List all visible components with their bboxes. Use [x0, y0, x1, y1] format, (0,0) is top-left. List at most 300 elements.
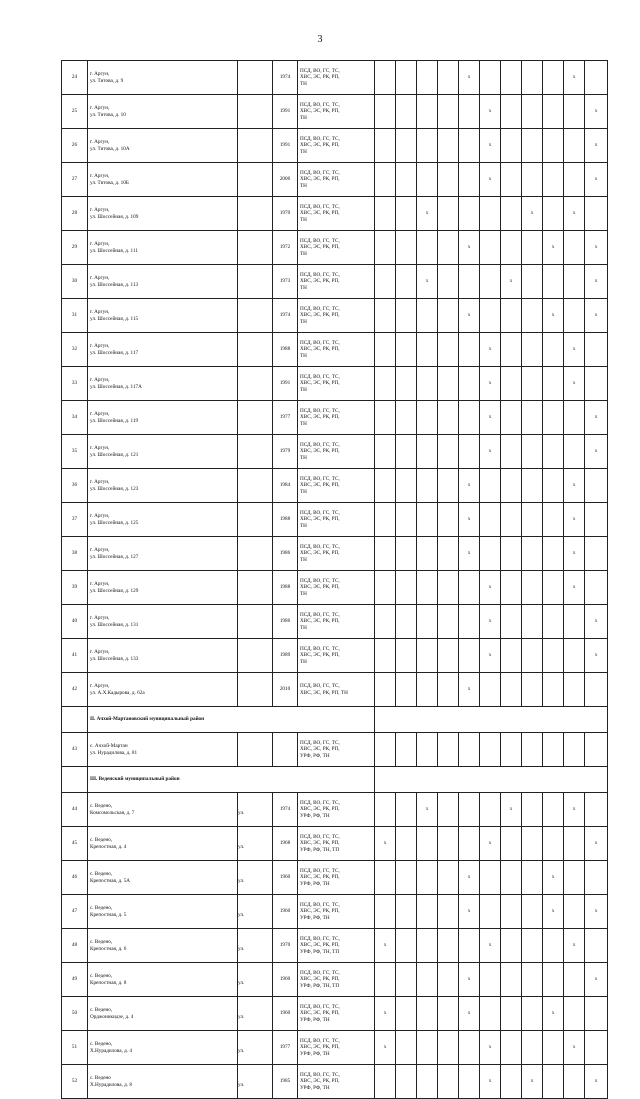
work-types-cell	[298, 861, 375, 895]
address-cell	[88, 503, 238, 537]
street-prefix	[238, 333, 273, 367]
work-types-line: ХВС, ЭС, РК, РП,	[300, 874, 340, 881]
row-number: 33	[62, 367, 88, 401]
mark-cell	[438, 673, 459, 707]
mark-cell	[417, 861, 438, 895]
address-street: Х.Нурадилова, д. 8	[90, 1081, 132, 1088]
mark-cell	[396, 401, 417, 435]
mark-cell	[438, 793, 459, 827]
mark-cell	[480, 503, 501, 537]
mark-cell	[480, 299, 501, 333]
street-prefix: ул.	[238, 963, 273, 997]
mark-cell	[396, 435, 417, 469]
mark-cell	[522, 333, 543, 367]
address-city: г. Аргун,	[90, 377, 110, 384]
address-cell	[88, 197, 238, 231]
table-body-vedeno	[62, 793, 608, 1099]
build-year: 1974	[273, 299, 298, 333]
row-number: 34	[62, 401, 88, 435]
street-prefix	[238, 503, 273, 537]
build-year: 1960	[273, 963, 298, 997]
address-cell	[88, 639, 238, 673]
build-year: 1970	[273, 929, 298, 963]
row-number: 39	[62, 571, 88, 605]
mark-cell	[417, 997, 438, 1031]
mark-cell	[375, 537, 396, 571]
section-num-cell	[62, 707, 88, 733]
mark-cell	[501, 895, 522, 929]
mark-cell	[438, 231, 459, 265]
table-row	[62, 401, 608, 435]
mark-cell: x	[459, 503, 480, 537]
build-year: 1986	[273, 605, 298, 639]
mark-cell: x	[480, 1031, 501, 1065]
mark-cell	[480, 861, 501, 895]
work-types-line: ПСД, ВО, ГС, ТС,	[300, 306, 340, 313]
mark-cell	[438, 827, 459, 861]
mark-cell	[480, 231, 501, 265]
table-row	[62, 367, 608, 401]
address-street: ул. Титова, д. 10Б	[90, 179, 129, 186]
table-row	[62, 997, 608, 1031]
table-row	[62, 673, 608, 707]
address-cell	[88, 861, 238, 895]
work-types-line: ПСД, ВО, ГС, ТС,	[300, 272, 340, 279]
mark-cell	[501, 997, 522, 1031]
work-types-line: ТН	[300, 148, 307, 155]
mark-cell	[459, 1031, 480, 1065]
address-cell	[88, 997, 238, 1031]
work-types-line: УРФ, РФ, ТН, ТП	[300, 846, 340, 853]
mark-cell	[396, 929, 417, 963]
mark-cell	[543, 827, 564, 861]
mark-cell: x	[375, 827, 396, 861]
mark-cell	[375, 605, 396, 639]
mark-cell	[375, 61, 396, 95]
mark-cell: x	[585, 129, 608, 163]
mark-cell	[417, 605, 438, 639]
mark-cell	[543, 929, 564, 963]
mark-cell	[480, 673, 501, 707]
mark-cell	[522, 1031, 543, 1065]
mark-cell	[375, 231, 396, 265]
mark-cell	[522, 571, 543, 605]
mark-cell	[564, 265, 585, 299]
mark-cell: x	[480, 1065, 501, 1099]
mark-cell	[522, 605, 543, 639]
mark-cell	[501, 929, 522, 963]
work-types-cell	[298, 793, 375, 827]
mark-cell	[522, 367, 543, 401]
mark-cell	[459, 197, 480, 231]
mark-cell	[417, 367, 438, 401]
mark-cell: x	[480, 333, 501, 367]
mark-cell	[459, 129, 480, 163]
mark-cell	[459, 793, 480, 827]
mark-cell	[417, 299, 438, 333]
mark-cell	[417, 929, 438, 963]
address-city: с. Ведено,	[90, 803, 113, 810]
section-row	[62, 767, 608, 793]
mark-cell	[438, 733, 459, 767]
street-prefix: ул.	[238, 997, 273, 1031]
address-city: г. Аргун,	[90, 105, 110, 112]
table-row	[62, 299, 608, 333]
mark-cell	[438, 929, 459, 963]
work-types-line: ХВС, ЭС, РК, РП,	[300, 210, 340, 217]
address-street: ул. Шоссейная, д. 117	[90, 349, 139, 356]
mark-cell	[396, 793, 417, 827]
mark-cell	[375, 639, 396, 673]
mark-cell	[417, 571, 438, 605]
row-number: 27	[62, 163, 88, 197]
street-prefix	[238, 231, 273, 265]
mark-cell	[417, 537, 438, 571]
mark-cell	[396, 1031, 417, 1065]
mark-cell	[459, 435, 480, 469]
mark-cell	[375, 861, 396, 895]
mark-cell	[501, 861, 522, 895]
mark-cell	[501, 963, 522, 997]
mark-cell	[501, 231, 522, 265]
mark-cell	[417, 469, 438, 503]
work-types-line: ТН	[300, 216, 307, 223]
work-types-line: ПСД, ВО, ГС, ТС,	[300, 374, 340, 381]
mark-cell	[438, 265, 459, 299]
housing-table	[61, 60, 608, 1099]
mark-cell	[459, 163, 480, 197]
mark-cell	[375, 469, 396, 503]
work-types-line: ПСД, ВО, ГС, ТС,	[300, 936, 340, 943]
work-types-line: УРФ, РФ, ТН	[300, 880, 330, 887]
work-types-cell	[298, 333, 375, 367]
address-cell	[88, 61, 238, 95]
mark-cell	[543, 963, 564, 997]
mark-cell: x	[585, 265, 608, 299]
mark-cell: x	[585, 299, 608, 333]
table-body-sections	[62, 707, 608, 733]
mark-cell	[438, 997, 459, 1031]
work-types-line: ТН	[300, 352, 307, 359]
address-street: ул. Нурадилова, д. 81	[90, 749, 138, 756]
work-types-line: ХВС, ЭС, РК, РП,	[300, 346, 340, 353]
mark-cell	[375, 963, 396, 997]
work-types-cell	[298, 733, 375, 767]
mark-cell	[438, 895, 459, 929]
mark-cell	[501, 605, 522, 639]
mark-cell: x	[480, 605, 501, 639]
work-types-line: ПСД, ВО, ГС, ТС,	[300, 1072, 340, 1079]
work-types-line: ХВС, ЭС, РК, РП, ТН	[300, 689, 348, 696]
mark-cell: x	[480, 435, 501, 469]
work-types-line: ХВС, ЭС, РК, РП,	[300, 1078, 340, 1085]
street-prefix	[238, 95, 273, 129]
address-street: Крепостная, д. 8	[90, 979, 127, 986]
work-types-line: ТН	[300, 386, 307, 393]
address-street: Крепостная, д. 4	[90, 843, 127, 850]
build-year: 1960	[273, 861, 298, 895]
address-street: ул. Шоссейная, д. 129	[90, 587, 139, 594]
mark-cell: x	[543, 997, 564, 1031]
mark-cell	[501, 367, 522, 401]
address-city: г. Аргун,	[90, 411, 110, 418]
address-street: ул. Шоссейная, д. 125	[90, 519, 139, 526]
street-prefix: ул.	[238, 929, 273, 963]
mark-cell	[396, 605, 417, 639]
address-street: Комсомольская, д. 7	[90, 809, 135, 816]
address-city: г. Аргун,	[90, 207, 110, 214]
mark-cell	[459, 1065, 480, 1099]
mark-cell	[585, 733, 608, 767]
mark-cell	[375, 503, 396, 537]
build-year: 1991	[273, 129, 298, 163]
mark-cell	[585, 673, 608, 707]
street-prefix: ул.	[238, 1031, 273, 1065]
work-types-line: ХВС, ЭС, РК, РП,	[300, 652, 340, 659]
mark-cell	[375, 571, 396, 605]
mark-cell	[543, 435, 564, 469]
address-cell	[88, 1065, 238, 1099]
mark-cell	[438, 401, 459, 435]
table-row	[62, 639, 608, 673]
mark-cell	[480, 537, 501, 571]
mark-cell	[522, 639, 543, 673]
row-number: 43	[62, 733, 88, 767]
address-street: ул. Шоссейная, д. 117А	[90, 383, 142, 390]
work-types-line: ТН	[300, 80, 307, 87]
mark-cell: x	[501, 793, 522, 827]
work-types-line: УРФ, РФ, ТН	[300, 1084, 330, 1091]
mark-cell	[585, 571, 608, 605]
street-prefix	[238, 605, 273, 639]
mark-cell	[396, 861, 417, 895]
work-types-cell	[298, 61, 375, 95]
mark-cell	[480, 265, 501, 299]
mark-cell	[396, 231, 417, 265]
mark-cell: x	[480, 367, 501, 401]
mark-cell	[396, 733, 417, 767]
mark-cell	[459, 639, 480, 673]
mark-cell: x	[459, 231, 480, 265]
address-cell	[88, 1031, 238, 1065]
address-city: г. Аргун,	[90, 513, 110, 520]
mark-cell	[375, 435, 396, 469]
row-number: 47	[62, 895, 88, 929]
mark-cell	[543, 1065, 564, 1099]
row-number: 51	[62, 1031, 88, 1065]
section-title: II. Ачхой-Мартановский муниципальный район	[88, 707, 375, 733]
address-street: ул. Шоссейная, д. 121	[90, 451, 139, 458]
mark-cell	[480, 733, 501, 767]
mark-cell	[564, 895, 585, 929]
work-types-line: ПСД, ВО, ГС, ТС,	[300, 800, 340, 807]
mark-cell	[543, 571, 564, 605]
row-number: 46	[62, 861, 88, 895]
work-types-line: ХВС, ЭС, РК, РП,	[300, 942, 340, 949]
address-cell	[88, 895, 238, 929]
mark-cell: x	[543, 861, 564, 895]
mark-cell	[501, 95, 522, 129]
mark-cell	[417, 963, 438, 997]
build-year: 1989	[273, 639, 298, 673]
table-row	[62, 95, 608, 129]
work-types-line: ПСД, ВО, ГС, ТС,	[300, 170, 340, 177]
mark-cell: x	[543, 231, 564, 265]
address-cell	[88, 231, 238, 265]
work-types-cell	[298, 997, 375, 1031]
mark-cell: x	[459, 895, 480, 929]
work-types-line: ТН	[300, 114, 307, 121]
mark-cell	[501, 503, 522, 537]
work-types-line: ПСД, ВО, ГС, ТС,	[300, 136, 340, 143]
mark-cell	[396, 963, 417, 997]
address-cell	[88, 129, 238, 163]
work-types-cell	[298, 1065, 375, 1099]
work-types-line: ТН	[300, 590, 307, 597]
work-types-line: ХВС, ЭС, РК, РП,	[300, 908, 340, 915]
mark-cell	[501, 333, 522, 367]
mark-cell	[396, 673, 417, 707]
mark-cell: x	[585, 639, 608, 673]
mark-cell: x	[375, 997, 396, 1031]
mark-cell: x	[585, 163, 608, 197]
table-body-section-3	[62, 767, 608, 793]
work-types-line: ПСД, ВО, ГС, ТС,	[300, 476, 340, 483]
mark-cell	[438, 1065, 459, 1099]
work-types-line: УРФ, РФ, ТН, ТП	[300, 948, 340, 955]
mark-cell	[375, 895, 396, 929]
build-year: 1988	[273, 571, 298, 605]
mark-cell	[480, 793, 501, 827]
mark-cell	[396, 333, 417, 367]
work-types-line: ХВС, ЭС, РК, РП,	[300, 142, 340, 149]
mark-cell	[564, 299, 585, 333]
mark-cell	[459, 605, 480, 639]
work-types-line: ПСД, ВО, ГС, ТС,	[300, 102, 340, 109]
mark-cell	[438, 163, 459, 197]
address-street: ул. А.Х.Кадырова, д. 62а	[90, 689, 145, 696]
work-types-line: УРФ, РФ, ТН	[300, 1016, 330, 1023]
row-number: 41	[62, 639, 88, 673]
mark-cell: x	[480, 639, 501, 673]
mark-cell: x	[480, 95, 501, 129]
mark-cell: x	[564, 1031, 585, 1065]
work-types-line: ХВС, ЭС, РК, РП,	[300, 840, 340, 847]
mark-cell: x	[459, 997, 480, 1031]
address-street: Крепостная, д. 5А	[90, 877, 131, 884]
mark-cell: x	[480, 827, 501, 861]
mark-cell	[417, 163, 438, 197]
table-row	[62, 435, 608, 469]
mark-cell	[480, 469, 501, 503]
work-types-line: ПСД, ВО, ГС, ТС,	[300, 1004, 340, 1011]
mark-cell	[543, 469, 564, 503]
mark-cell: x	[459, 861, 480, 895]
work-types-line: УРФ, РФ, ТН	[300, 812, 330, 819]
mark-cell: x	[585, 605, 608, 639]
street-prefix: ул.	[238, 861, 273, 895]
mark-cell	[585, 503, 608, 537]
address-cell	[88, 469, 238, 503]
mark-cell	[543, 95, 564, 129]
address-cell	[88, 673, 238, 707]
mark-cell	[522, 827, 543, 861]
build-year: 1984	[273, 469, 298, 503]
address-cell	[88, 963, 238, 997]
mark-cell	[543, 61, 564, 95]
mark-cell: x	[564, 571, 585, 605]
mark-cell	[459, 929, 480, 963]
address-city: г. Аргун,	[90, 479, 110, 486]
mark-cell	[501, 537, 522, 571]
mark-cell	[438, 963, 459, 997]
address-street: ул. Шоссейная, д. 131	[90, 621, 139, 628]
mark-cell	[501, 827, 522, 861]
mark-cell: x	[564, 503, 585, 537]
mark-cell	[501, 401, 522, 435]
mark-cell	[522, 503, 543, 537]
address-cell	[88, 827, 238, 861]
work-types-line: ТН	[300, 318, 307, 325]
build-year: 1960	[273, 997, 298, 1031]
mark-cell	[375, 733, 396, 767]
mark-cell: x	[585, 231, 608, 265]
mark-cell	[459, 367, 480, 401]
row-number: 35	[62, 435, 88, 469]
address-cell	[88, 163, 238, 197]
row-number: 29	[62, 231, 88, 265]
address-cell	[88, 929, 238, 963]
mark-cell	[564, 673, 585, 707]
row-number: 45	[62, 827, 88, 861]
mark-cell	[585, 1031, 608, 1065]
address-street: ул. Шоссейная, д. 119	[90, 417, 139, 424]
mark-cell	[501, 1031, 522, 1065]
work-types-line: ХВС, ЭС, РК, РП,	[300, 312, 340, 319]
mark-cell	[438, 197, 459, 231]
mark-cell	[396, 129, 417, 163]
work-types-line: ПСД, ВО, ГС, ТС,	[300, 612, 340, 619]
street-prefix	[238, 639, 273, 673]
work-types-line: ПСД, ВО, ГС, ТС,	[300, 868, 340, 875]
mark-cell	[501, 733, 522, 767]
work-types-cell	[298, 503, 375, 537]
build-year: 1974	[273, 61, 298, 95]
mark-cell	[522, 163, 543, 197]
section-filler	[375, 767, 608, 793]
table-row	[62, 793, 608, 827]
work-types-line: ПСД, ВО, ГС, ТС,	[300, 1038, 340, 1045]
row-number: 40	[62, 605, 88, 639]
table-row	[62, 503, 608, 537]
build-year: 1979	[273, 435, 298, 469]
work-types-line: ТН	[300, 488, 307, 495]
row-number: 30	[62, 265, 88, 299]
row-number: 50	[62, 997, 88, 1031]
mark-cell	[564, 861, 585, 895]
work-types-line: УРФ, РФ, ТН	[300, 752, 330, 759]
section-title: III. Веденский муниципальный район	[88, 767, 375, 793]
work-types-cell	[298, 197, 375, 231]
work-types-line: ПСД, ВО, ГС, ТС,	[300, 902, 340, 909]
mark-cell	[438, 299, 459, 333]
mark-cell	[564, 605, 585, 639]
mark-cell	[522, 469, 543, 503]
table-row	[62, 827, 608, 861]
mark-cell	[375, 197, 396, 231]
mark-cell: x	[417, 793, 438, 827]
street-prefix	[238, 537, 273, 571]
